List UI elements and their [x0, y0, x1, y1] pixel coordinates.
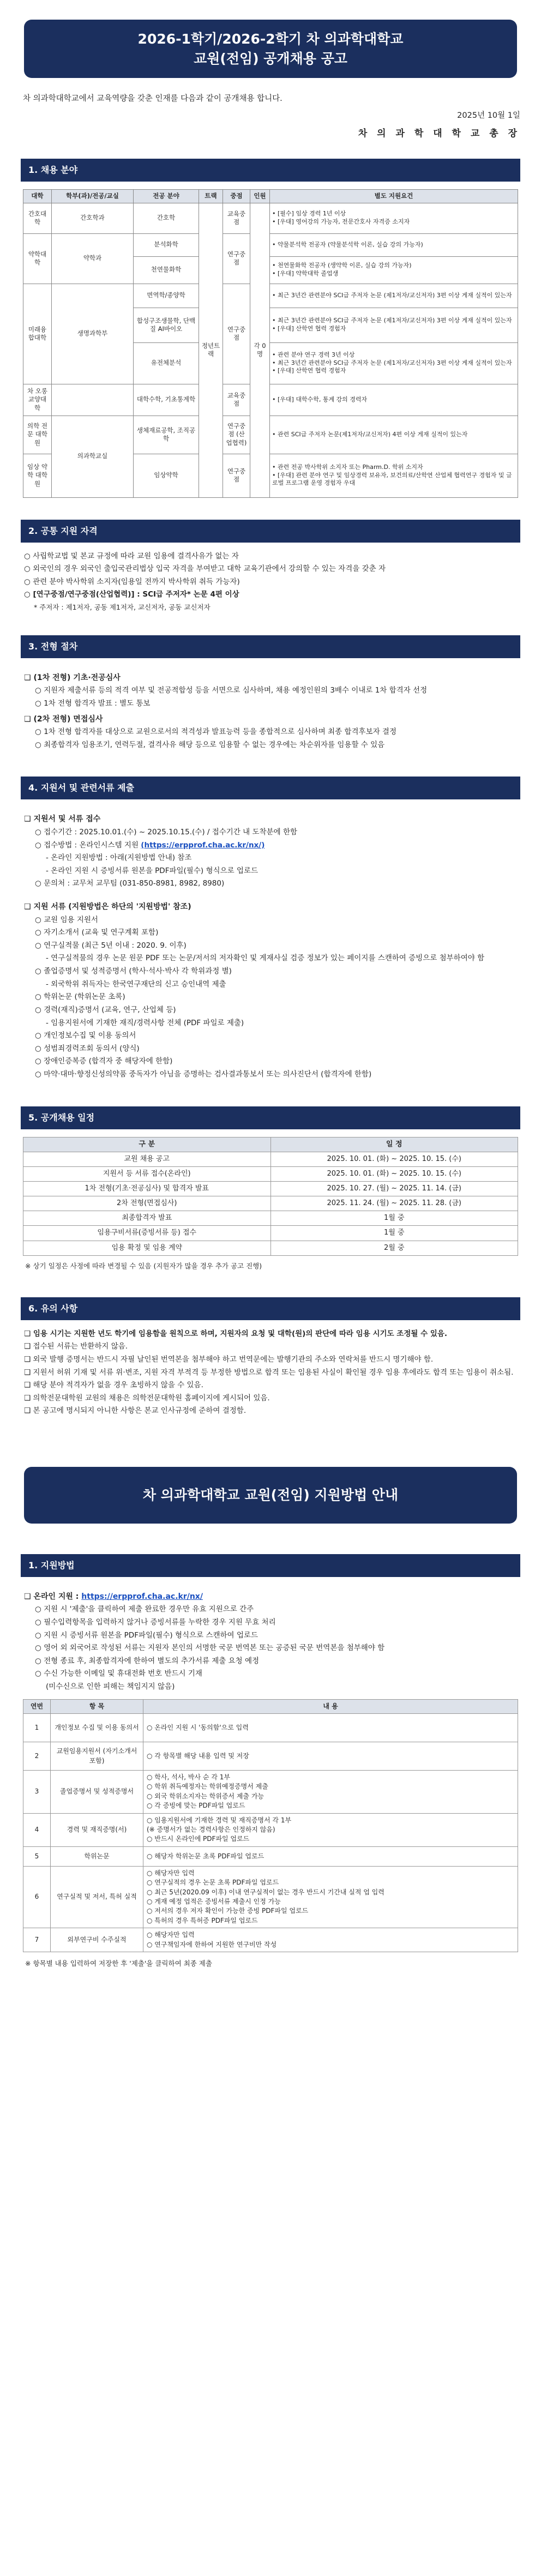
table-row — [23, 1241, 518, 1255]
table-row — [23, 384, 518, 416]
application-guide-banner: 차 의과학대학교 교원(전임) 지원방법 안내 — [24, 1467, 517, 1524]
table-row — [23, 1166, 518, 1181]
table-cell: 생체재료공학, 조직공학 — [134, 416, 199, 454]
recruitment-table — [23, 189, 518, 498]
online-apply-link[interactable]: https://erpprof.cha.ac.kr/nx/ — [81, 1592, 203, 1601]
table-cell: 의학 전문 대학원 — [23, 416, 52, 454]
list-item: - 온라인 지원 시 증빙서류 원본을 PDF파일(필수) 형식으로 업로드 — [46, 866, 259, 875]
table-row — [23, 1742, 518, 1771]
table-row — [23, 1196, 518, 1211]
table-cell: • 관련 전공 박사학위 소지자 또는 Pharm.D. 학위 소지자 • [우대] 관련 분야 연구 및 임상경력 보유자, 보건의료/산학연 산업체 협력연구 경험자 및 글로벌 프로그램 운영 경험자 우대 — [270, 454, 518, 497]
list-item: - 온라인 지원방법 : 아래(지원방법 안내) 참조 — [46, 853, 192, 863]
apply-link[interactable]: (https://erpprof.cha.ac.kr/nx/) — [141, 840, 265, 850]
table-cell: 미래융합대학 — [23, 284, 52, 384]
table-cell: 2월 중 — [270, 1241, 518, 1255]
table-cell: • [필수] 임상 경력 1년 이상 • [우대] 영어강의 가능자, 전문간호사 자격증 소지자 — [270, 203, 518, 233]
table-cell: 1월 중 — [270, 1211, 518, 1226]
table-row — [23, 203, 518, 233]
list-item: ○ 연구실적물 (최근 5년 이내 : 2020. 9. 이후) — [35, 941, 187, 950]
table-header: 전공 분야 — [134, 190, 199, 203]
table-cell: 2025. 10. 27. (월) ~ 2025. 11. 14. (금) — [270, 1182, 518, 1196]
list-item: ○ 마약·대마·향정신성의약품 중독자가 아님을 증명하는 검사결과통보서 또는 의사진단서 (합격자에 한함) — [35, 1070, 372, 1079]
list-item: ○ 성범죄경력조회 동의서 (양식) — [35, 1044, 140, 1053]
table-cell: ○ 학사, 석사, 박사 순 각 1부 ○ 학위 취득예정자는 학위예정증명서 제출 ○ 외국 학위소지자는 학위증서 제출 가능 ○ 각 증빙에 맞는 PDF파일 업로드 — [143, 1771, 518, 1814]
table-cell: 경력 및 재직증명(서) — [51, 1813, 143, 1846]
list-item: ○ [연구중점/연구중점(산업협력)] : SCI급 주저자* 논문 4편 이상 — [24, 590, 239, 599]
table-cell: 임상 약학 대학원 — [23, 454, 52, 497]
list-item: - 외국학위 취득자는 한국연구재단의 신고 승인내역 제출 — [46, 979, 226, 989]
section-header: 3. 전형 절차 — [21, 635, 520, 658]
table-row — [23, 1182, 518, 1196]
table-row — [23, 416, 518, 454]
table-cell: 간호대학 — [23, 203, 52, 233]
table-row — [23, 1211, 518, 1226]
table-cell: 연구중점 — [223, 284, 250, 384]
table-cell: 3 — [23, 1771, 51, 1814]
table-row — [23, 1846, 518, 1866]
final-submit-note: ※ 항목별 내용 입력하여 저장한 후 '제출'을 클릭하여 최종 제출 — [25, 1959, 212, 1967]
table-cell: 7 — [23, 1928, 51, 1952]
list-item: ○ 졸업증명서 및 성적증명서 (학사·석사·박사 각 학위과정 별) — [35, 967, 232, 976]
list-item: ○ 개인정보수집 및 이용 동의서 — [35, 1031, 136, 1040]
section-header: 4. 지원서 및 관련서류 제출 — [21, 777, 520, 799]
table-cell: 간호학 — [134, 203, 199, 233]
table-cell: 학위논문 — [51, 1846, 143, 1866]
table-cell: 임용구비서류(증빙서류 등) 접수 — [23, 1226, 271, 1241]
list-item: ❑ (1차 전형) 기초·전공심사 — [24, 673, 121, 682]
list-item: ○ 필수입력항목을 입력하지 않거나 증빙서류를 누락한 경우 지원 무효 처리 — [35, 1617, 276, 1627]
table-cell: 2 — [23, 1742, 51, 1771]
schedule-note: ※ 상기 일정은 사정에 따라 변경될 수 있음 (지원자가 많을 경우 추가 공고 진행) — [25, 1261, 262, 1270]
table-cell: 연구중점 — [223, 454, 250, 497]
section-schedule — [21, 1106, 520, 1272]
table-cell: 정년트랙 — [199, 203, 223, 497]
table-cell: 연구실적 및 저서, 특허 실적 — [51, 1866, 143, 1928]
list-item: ○ 교원 임용 지원서 — [35, 915, 98, 924]
table-cell: 연구중점 (산업협력) — [223, 416, 250, 454]
table-cell: 의과학교실 — [52, 416, 134, 497]
list-item: ○ 지원 시 '제출'을 클릭하여 제출 완료한 경우만 유효 지원으로 간주 — [35, 1605, 254, 1614]
table-cell: 차 오롱 교양대학 — [23, 384, 52, 416]
list-item: ❑ 지원서 허위 기재 및 서류 위·변조, 지원 자격 부적격 등 부정한 방법으로 합격 또는 임용된 사실이 확인될 경우 임용 후에라도 합격 또는 임용이 취소됨. — [24, 1368, 514, 1377]
table-cell: 분석화학 — [134, 233, 199, 256]
table-cell: 6 — [23, 1866, 51, 1928]
table-cell: 외부연구비 수주실적 — [51, 1928, 143, 1952]
list-item: - 임용지원서에 기재한 재직/경력사항 전체 (PDF 파일로 제출) — [46, 1018, 244, 1027]
table-cell: 각 0명 — [250, 203, 270, 497]
list-item: ❑ 의학전문대학원 교원의 채용은 의학전문대학원 홈페이지에 게시되어 있음. — [24, 1393, 270, 1403]
table-cell: 지원서 등 서류 접수(온라인) — [23, 1166, 271, 1181]
table-cell: 교원임용지원서 (자기소개서 포함) — [51, 1742, 143, 1771]
list-item: ○ 지원자 제출서류 등의 적격 여부 및 전공적합성 등을 서면으로 심사하며, 채용 예정인원의 3배수 이내로 1차 합격자 선정 — [35, 686, 428, 695]
table-cell: ○ 임용지원서에 기재한 경력 및 재직증명서 각 1부 (※ 증명서가 없는 경력사항은 인정하지 않음) ○ 반드시 온라인에 PDF파일 업로드 — [143, 1813, 518, 1846]
list-item: ○ 관련 분야 박사학위 소지자(임용일 전까지 박사학위 취득 가능자) — [24, 577, 240, 586]
table-cell: • 최근 3년간 관련분야 SCI급 주저자 논문 (제1저자/교신저자) 3편 이상 게재 실적이 있는자 • [우대] 산학연 협력 경험자 — [270, 308, 518, 342]
list-item: ❑ 지원서 및 서류 접수 — [24, 815, 101, 824]
list-item: ❑ 온라인 지원 : https://erpprof.cha.ac.kr/nx/ — [24, 1592, 203, 1601]
table-header: 일 정 — [270, 1137, 518, 1152]
list-item: ❑ (2차 전형) 면접심사 — [24, 714, 103, 724]
table-cell: 임용 확정 및 임용 계약 — [23, 1241, 271, 1255]
table-cell: 연구중점 — [223, 233, 250, 284]
list-item: - 연구실적물의 경우 논문 원문 PDF 또는 논문/저서의 저자확인 및 게재사실 검증 정보가 있는 페이지를 스캔하여 증빙으로 첨부하여야 함 — [46, 954, 485, 963]
section-screening-procedure — [21, 635, 520, 752]
list-item: ○ 전형 종료 후, 최종합격자에 한하여 별도의 추가서류 제출 요청 예정 — [35, 1656, 260, 1665]
table-header: 구 분 — [23, 1137, 271, 1152]
table-header: 항 목 — [51, 1699, 143, 1713]
list-item: ○ 수신 가능한 이메일 및 휴대전화 번호 반드시 기재 — [35, 1669, 202, 1678]
list-item: ❑ 임용 시기는 지원한 년도 학기에 임용함을 원칙으로 하며, 지원자의 요청 및 대학(원)의 판단에 따라 임용 시기도 조정될 수 있음. — [24, 1329, 448, 1338]
list-item: ○ 사립학교법 및 본교 규정에 따라 교원 임용에 결격사유가 없는 자 — [24, 551, 239, 561]
table-cell: 교육중점 — [223, 203, 250, 233]
list-item: ○ 1차 전형 합격자 발표 : 별도 통보 — [35, 699, 151, 708]
notice-signer: 차 의 과 학 대 학 교 총 장 — [358, 128, 520, 140]
table-cell: 생명과학부 — [52, 284, 134, 384]
table-cell: 졸업증명서 및 성적증명서 — [51, 1771, 143, 1814]
table-cell — [52, 384, 134, 416]
list-item: ○ 접수기간 : 2025.10.01.(수) ~ 2025.10.15.(수) / 접수기간 내 도착분에 한함 — [35, 827, 298, 836]
table-cell: ○ 해당자 학위논문 초록 PDF파일 업로드 — [143, 1846, 518, 1866]
table-cell: 2025. 11. 24. (월) ~ 2025. 11. 28. (금) — [270, 1196, 518, 1211]
table-cell: 1차 전형(기초·전공심사) 및 합격자 발표 — [23, 1182, 271, 1196]
table-cell: ○ 각 항목별 해당 내용 입력 및 저장 — [143, 1742, 518, 1771]
table-row — [23, 1928, 518, 1952]
intro-text: 차 의과학대학교에서 교육역량을 갖춘 인재를 다음과 같이 공개채용 합니다. — [23, 94, 282, 103]
table-cell: 2025. 10. 01. (화) ~ 2025. 10. 15. (수) — [270, 1152, 518, 1166]
application-items-table — [23, 1699, 518, 1952]
section-recruitment-fields — [21, 159, 520, 498]
table-cell: 대학수학, 기초통계학 — [134, 384, 199, 416]
table-cell: 임상약학 — [134, 454, 199, 497]
footnote: * 주저자 : 제1저자, 공동 제1저자, 교신저자, 공동 교신저자 — [34, 603, 211, 612]
section-header: 1. 채용 분야 — [21, 159, 520, 182]
table-cell: • [우대] 대학수학, 통계 강의 경력자 — [270, 384, 518, 416]
table-cell: 4 — [23, 1813, 51, 1846]
list-item: ❑ 접수된 서류는 반환하지 않음. — [24, 1342, 128, 1351]
table-cell: ○ 온라인 지원 시 '동의함'으로 입력 — [143, 1714, 518, 1742]
table-cell: 2025. 10. 01. (화) ~ 2025. 10. 15. (수) — [270, 1166, 518, 1181]
list-item: ○ 지원 시 증빙서류 원본을 PDF파일(필수) 형식으로 스캔하여 업로드 — [35, 1630, 258, 1640]
table-cell: ○ 해당자만 입력 ○ 연구실적의 경우 논문 초록 PDF파일 업로드 ○ 최근 5년(2020.09 이후) 이내 연구실적이 없는 경우 반드시 기간내 실적 업 입력 ○ 게재 예정 업적은 증빙서류 제출시 인정 가능 ○ 저서의 경우 저자 확인이 가능한 증빙 PDF파일 업로드 ○ 특허의 경우 특허증 PDF파일 업로드 — [143, 1866, 518, 1928]
table-cell: 합성구조생물학, 단백질 AI바이오 — [134, 308, 199, 342]
table-header: 학부(과)/전공/교실 — [52, 190, 134, 203]
table-cell: 개인정보 수집 및 이용 동의서 — [51, 1714, 143, 1742]
table-header: 인원 — [250, 190, 270, 203]
list-item: (미수신으로 인한 피해는 책임지지 않음) — [46, 1682, 175, 1692]
table-cell: 약학대학 — [23, 233, 52, 284]
list-item: ○ 영어 외 외국어로 작성된 서류는 지원자 본인의 서명한 국문 번역본 또는 공증된 국문 번역본을 첨부해야 함 — [35, 1644, 385, 1653]
section-application-documents — [21, 777, 520, 1081]
list-item: ○ 경력(재직)증명서 (교육, 연구, 산업체 등) — [35, 1005, 176, 1014]
table-cell: • 최근 3년간 관련분야 SCI급 주저자 논문 (제1저자/교신저자) 3편 이상 게재 실적이 있는자 — [270, 284, 518, 308]
list-item: ○ 접수방법 : 온라인시스템 지원 (https://erpprof.cha.ac.kr/nx/) — [35, 840, 265, 850]
table-header: 대학 — [23, 190, 52, 203]
list-item: ❑ 본 공고에 명시되지 아니한 사항은 본교 인사규정에 준하여 결정함. — [24, 1406, 247, 1416]
table-row — [23, 1771, 518, 1814]
table-header: 별도 지원요건 — [270, 190, 518, 203]
table-cell: • 약물분석학 전공자 (약물분석학 이론, 실습 강의 가능자) — [270, 233, 518, 256]
table-header: 내 용 — [143, 1699, 518, 1713]
table-cell: 교육중점 — [223, 384, 250, 416]
table-cell: 천연물화학 — [134, 256, 199, 284]
section-notes — [21, 1297, 520, 1418]
table-cell: 5 — [23, 1846, 51, 1866]
table-cell: 유전체분석 — [134, 342, 199, 384]
table-row — [23, 284, 518, 308]
table-cell: 1월 중 — [270, 1226, 518, 1241]
table-cell: 1 — [23, 1714, 51, 1742]
list-item: ❑ 외국 발행 증명서는 반드시 자필 날인된 번역본을 첨부해야 하고 번역문에는 발행기관의 주소와 연락처를 반드시 명기해야 함. — [24, 1355, 434, 1364]
table-cell: 2차 전형(면접심사) — [23, 1196, 271, 1211]
list-item: ○ 자기소개서 (교육 및 연구계획 포함) — [35, 928, 159, 937]
list-item: ○ 문의처 : 교무처 교무팀 (031-850-8981, 8982, 8980) — [35, 879, 225, 888]
table-row — [23, 1226, 518, 1241]
section-header: 2. 공통 지원 자격 — [21, 520, 520, 543]
section-application-method — [21, 1554, 520, 1970]
table-row — [23, 1152, 518, 1166]
title-banner — [24, 20, 517, 78]
table-row — [23, 1714, 518, 1742]
section-header: 5. 공개채용 일정 — [21, 1106, 520, 1129]
table-cell: • 관련 SCI급 주저자 논문(제1저자/교신저자) 4편 이상 게재 실적이 있는자 — [270, 416, 518, 454]
list-item: ○ 학위논문 (학위논문 초록) — [35, 992, 125, 1002]
table-row — [23, 1866, 518, 1928]
list-item: ❑ 해당 분야 적격자가 없을 경우 초빙하지 않을 수 있음. — [24, 1381, 203, 1390]
list-item: ○ 1차 전형 합격자를 대상으로 교원으로서의 적격성과 발표능력 등을 종합적으로 심사하며 최종 합격후보자 결정 — [35, 727, 397, 737]
section-header: 1. 지원방법 — [21, 1554, 520, 1577]
table-cell: 간호학과 — [52, 203, 134, 233]
list-item: ○ 외국인의 경우 외국인 출입국관리법상 입국 자격을 부여받고 대학 교육기관에서 강의할 수 있는 자격을 갖춘 자 — [24, 564, 386, 574]
table-cell: • 관련 분야 연구 경력 3년 이상 • 최근 3년간 관련분야 SCI급 주저자 논문 (제1저자/교신저자) 3편 이상 게재 실적이 있는자 • [우대] 산학연 협력 경험자 — [270, 342, 518, 384]
list-item: ○ 최종합격자 임용조기, 연력두절, 결격사유 해당 등으로 임용할 수 없는 경우에는 차순위자를 임용할 수 있음 — [35, 740, 385, 749]
section-common-qualifications — [21, 520, 520, 613]
table-row — [23, 233, 518, 256]
table-header: 트랙 — [199, 190, 223, 203]
table-cell: 교원 채용 공고 — [23, 1152, 271, 1166]
table-cell: ○ 해당자만 입력 ○ 연구책임자에 한하여 지원한 연구비만 작성 — [143, 1928, 518, 1952]
notice-date: 2025년 10월 1일 — [457, 111, 520, 120]
title-line-1: 2026-1학기/2026-2학기 차 의과학대학교 — [137, 31, 404, 47]
table-cell: 약학과 — [52, 233, 134, 284]
section-header: 6. 유의 사항 — [21, 1297, 520, 1320]
title-line-2: 교원(전임) 공개채용 공고 — [194, 51, 347, 67]
table-cell: • 천연물화학 전공자 (생약학 이론, 실습 강의 가능자) • [우대] 약학대학 졸업생 — [270, 256, 518, 284]
list-item: ❑ 지원 서류 (지원방법은 하단의 '지원방법' 참조) — [24, 902, 191, 912]
table-row — [23, 1813, 518, 1846]
table-header: 연번 — [23, 1699, 51, 1713]
table-header: 중점 — [223, 190, 250, 203]
list-item: ○ 장애인증복증 (합격자 중 해당자에 한함) — [35, 1057, 173, 1066]
schedule-table — [23, 1137, 518, 1256]
table-cell: 최종합격자 발표 — [23, 1211, 271, 1226]
table-cell: 면역학/종양학 — [134, 284, 199, 308]
